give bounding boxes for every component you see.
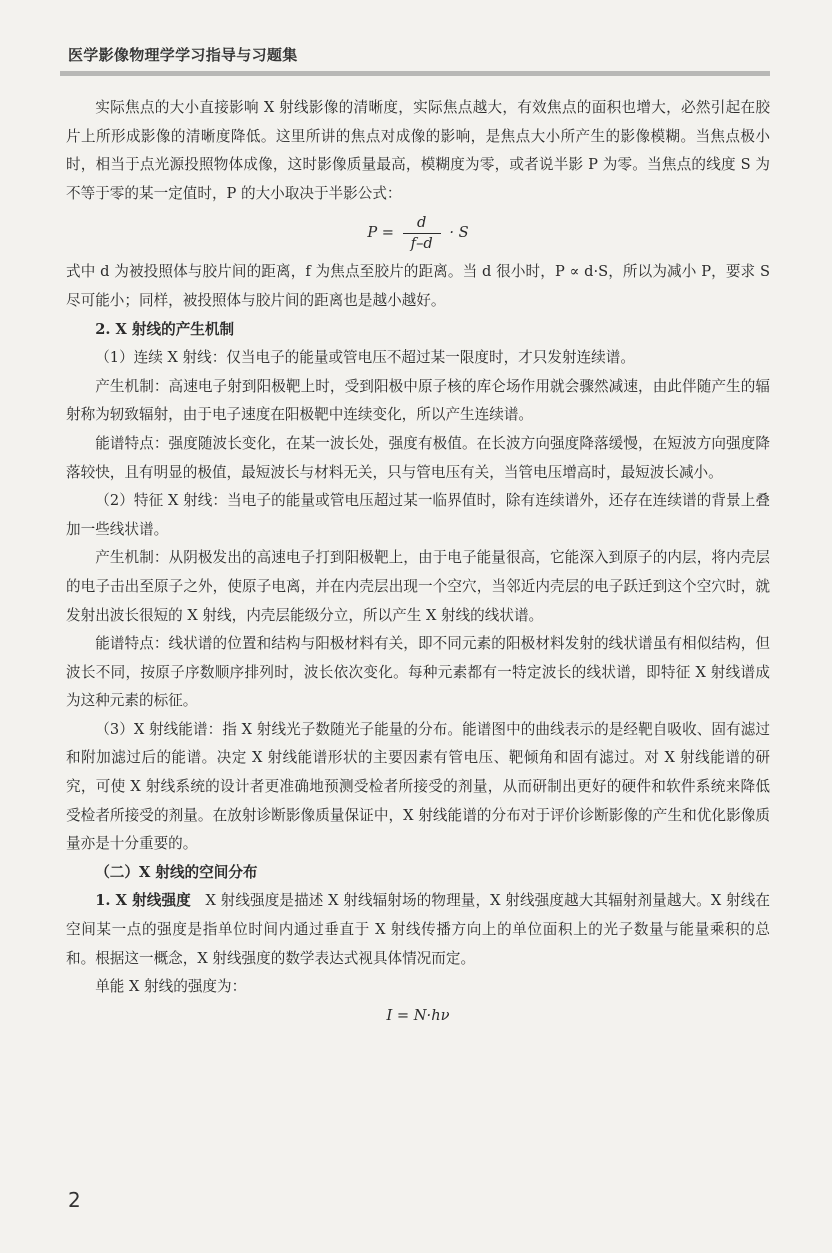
intensity-definition: X 射线强度是描述 X 射线辐射场的物理量，X 射线强度越大其辐射剂量越大。X 射线在空间某一点的强度是指单位时间内通过垂直于 X 射线传播方向上的单位面积上的光子数量与能量乘积的总和。根据这一概念，X 射线强度的数学表达式视具体情况而定。 bbox=[66, 892, 770, 967]
paragraph-xray-energy-spectrum: （3）X 射线能谱：指 X 射线光子数随光子能量的分布。能谱图中的曲线表示的是经靶自吸收、固有滤过和附加滤过后的能谱。决定 X 射线能谱形状的主要因素有管电压、靶倾角和固有滤过。对 X 射线能谱的研究，可使 X 射线系统的设计者更准确地预测受检者所接受的剂量，从而研制出更好的硬件和软件系统来降低受检者所接受的剂量。在放射诊断影像质量保证中，X 射线能谱的分布对于评价诊断影像的产生和优化影像质量亦是十分重要的。 bbox=[66, 720, 770, 853]
formula-lhs: P = bbox=[367, 224, 395, 242]
intensity-term: 1. X 射线强度 bbox=[95, 892, 191, 910]
formula-rhs: · S bbox=[449, 224, 469, 242]
formula-fraction bbox=[403, 213, 441, 254]
penumbra-formula bbox=[66, 208, 770, 258]
paragraph-continuous-xray: （1）连续 X 射线：仅当电子的能量或管电压不超过某一限度时，才只发射连续谱。 bbox=[95, 349, 635, 367]
paragraph-xray-intensity bbox=[66, 887, 770, 973]
page-number: 2 bbox=[68, 1188, 81, 1212]
paragraph-continuous-spectrum: 能谱特点：强度随波长变化，在某一波长处，强度有极值。在长波方向强度降落缓慢，在短波方向强度降落较快，且有明显的极值，最短波长与材料无关，只与管电压有关，当管电压增高时，最短波长减小。 bbox=[66, 434, 770, 481]
section-heading-production: 2. X 射线的产生机制 bbox=[95, 320, 235, 338]
intensity-formula: I = N·hν bbox=[386, 1006, 450, 1024]
paragraph-characteristic-xray: （2）特征 X 射线：当电子的能量或管电压超过某一临界值时，除有连续谱外，还存在连续谱的背景上叠加一些线状谱。 bbox=[66, 492, 770, 538]
formula-numerator: d bbox=[417, 213, 427, 231]
section-heading-spatial-distribution: （二）X 射线的空间分布 bbox=[95, 863, 258, 881]
header-rule bbox=[60, 71, 770, 76]
formula-denominator: f–d bbox=[403, 233, 441, 254]
paragraph-formula-explanation: 式中 d 为被投照体与胶片间的距离，f 为焦点至胶片的距离。当 d 很小时，P ∝ d·S，所以为减小 P，要求 S 尽可能小；同样，被投照体与胶片间的距离也是越小越好。 bbox=[66, 263, 770, 309]
paragraph-continuous-mechanism: 产生机制：高速电子射到阳极靶上时，受到阳极中原子核的库仑场作用就会骤然减速，由此伴随产生的辐射称为轫致辐射，由于电子速度在阳极靶中连续变化，所以产生连续谱。 bbox=[66, 377, 770, 424]
paragraph-monoenergetic-intro: 单能 X 射线的强度为： bbox=[95, 978, 247, 996]
paragraph-focus-size: 实际焦点的大小直接影响 X 射线影像的清晰度，实际焦点越大，有效焦点的面积也增大，必然引起在胶片上所形成影像的清晰度降低。这里所讲的焦点对成像的影响，是焦点大小所产生的影像模糊。当焦点极小时，相当于点光源投照物体成像，这时影像质量最高，模糊度为零，或者说半影 P 为零。当焦点的线度 S 为不等于零的某一定值时，P 的大小取决于半影公式： bbox=[66, 99, 770, 202]
page-content bbox=[66, 94, 770, 1030]
paragraph-characteristic-spectrum: 能谱特点：线状谱的位置和结构与阳极材料有关，即不同元素的阳极材料发射的线状谱虽有相似结构，但波长不同，按原子序数顺序排列时，波长依次变化。每种元素都有一特定波长的线状谱，即特征 X 射线谱成为这种元素的标征。 bbox=[66, 635, 770, 710]
running-header-title: 医学影像物理学学习指导与习题集 bbox=[68, 46, 298, 64]
paragraph-characteristic-mechanism: 产生机制：从阴极发出的高速电子打到阳极靶上，由于电子能量很高，它能深入到原子的内层，将内壳层的电子击出至原子之外，使原子电离，并在内壳层出现一个空穴，当邻近内壳层的电子跃迁到这个空穴时，就发射出波长很短的 X 射线，内壳层能级分立，所以产生 X 射线的线状谱。 bbox=[66, 549, 770, 624]
